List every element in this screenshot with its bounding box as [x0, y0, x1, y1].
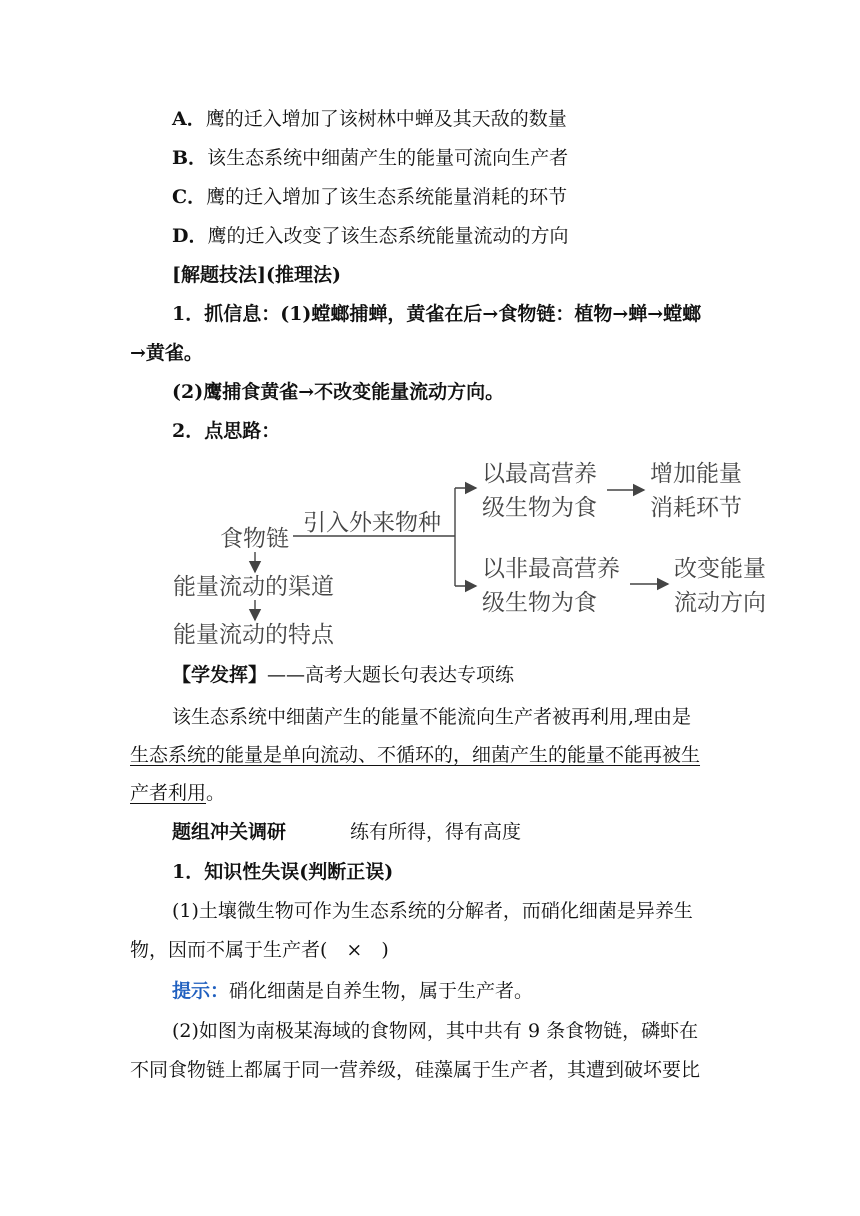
q1-line-a: (1)土壤微生物可作为生态系统的分解者，而硝化细菌是异养生: [172, 900, 693, 922]
node-channel: 能量流动的渠道: [173, 574, 334, 600]
label-introduce: 引入外来物种: [303, 510, 441, 536]
q2-line-a: (2)如图为南极某海域的食物网，其中共有 9 条食物链，磷虾在: [172, 1020, 699, 1042]
xuefahui-answer-line2: [130, 781, 225, 805]
answer-text: 产者利用: [130, 782, 207, 804]
research-heading: [172, 820, 521, 844]
option-d: [172, 224, 569, 248]
option-c: [172, 185, 567, 209]
node-food-chain: 食物链: [220, 526, 289, 552]
research-title: 题组冲关调研: [172, 821, 287, 843]
option-text: 该生态系统中细菌产生的能量可流向生产者: [207, 147, 569, 169]
node-feature: 能量流动的特点: [173, 622, 334, 648]
result2-line1: 改变能量: [674, 556, 766, 582]
step1-sub2: (2)鹰捕食黄雀→不改变能量流动方向。: [172, 381, 505, 403]
option-text: 鹰的迁入改变了该生态系统能量流动的方向: [207, 225, 569, 247]
technique-heading: [172, 263, 341, 287]
option-letter: C．: [172, 186, 207, 208]
option-text: 鹰的迁入增加了该树林中蝉及其天敌的数量: [205, 108, 567, 130]
answer-text: 生态系统的能量是单向流动、不循环的，细菌产生的能量不能再被生: [130, 744, 701, 766]
option-text: 鹰的迁入增加了该生态系统能量消耗的环节: [206, 186, 568, 208]
q1-line-b: 物，因而不属于生产者( × ): [130, 939, 389, 961]
branch1-line1: 以最高营养: [482, 461, 597, 487]
hint-text: 硝化细菌是自养生物，属于生产者。: [229, 980, 534, 1002]
technique-method: (推理法): [265, 264, 341, 286]
step2-heading: 2．点思路：: [172, 420, 281, 442]
step1-line-a: 1．抓信息：(1)螳螂捕蝉，黄雀在后→食物链：植物→蝉→螳螂: [172, 303, 702, 325]
option-letter: A．: [172, 108, 206, 130]
result2-line2: 流动方向: [674, 590, 766, 616]
hint-line: [172, 979, 533, 1003]
xuefahui-label: 【学发挥】: [172, 664, 268, 686]
branch2-line2: 级生物为食: [482, 590, 597, 616]
option-letter: D．: [172, 225, 208, 247]
xuefahui-heading: [172, 663, 514, 687]
step1-line-b: →黄雀。: [130, 342, 203, 364]
research-motto: 练有所得，得有高度: [350, 821, 522, 843]
xuefahui-subtitle: ——高考大题长句表达专项练: [267, 664, 515, 686]
option-a: [172, 107, 567, 131]
branch2-line1: 以非最高营养: [482, 556, 620, 582]
answer-end: 。: [206, 782, 226, 804]
item1-heading: 1．知识性失误(判断正误): [172, 861, 394, 883]
technique-label: [解题技法]: [172, 264, 266, 286]
reasoning-diagram: [165, 450, 785, 650]
result1-line2: 消耗环节: [650, 495, 742, 521]
branch1-line2: 级生物为食: [482, 495, 597, 521]
option-b: [172, 146, 568, 170]
hint-label: 提示：: [172, 980, 230, 1002]
xuefahui-lead: 该生态系统中细菌产生的能量不能流向生产者被再利用,理由是: [172, 706, 692, 728]
xuefahui-answer-line1: [130, 743, 700, 767]
q2-line-b: 不同食物链上都属于同一营养级，硅藻属于生产者，其遭到破坏要比: [130, 1059, 701, 1081]
option-letter: B．: [172, 147, 208, 169]
result1-line1: 增加能量: [650, 461, 742, 487]
